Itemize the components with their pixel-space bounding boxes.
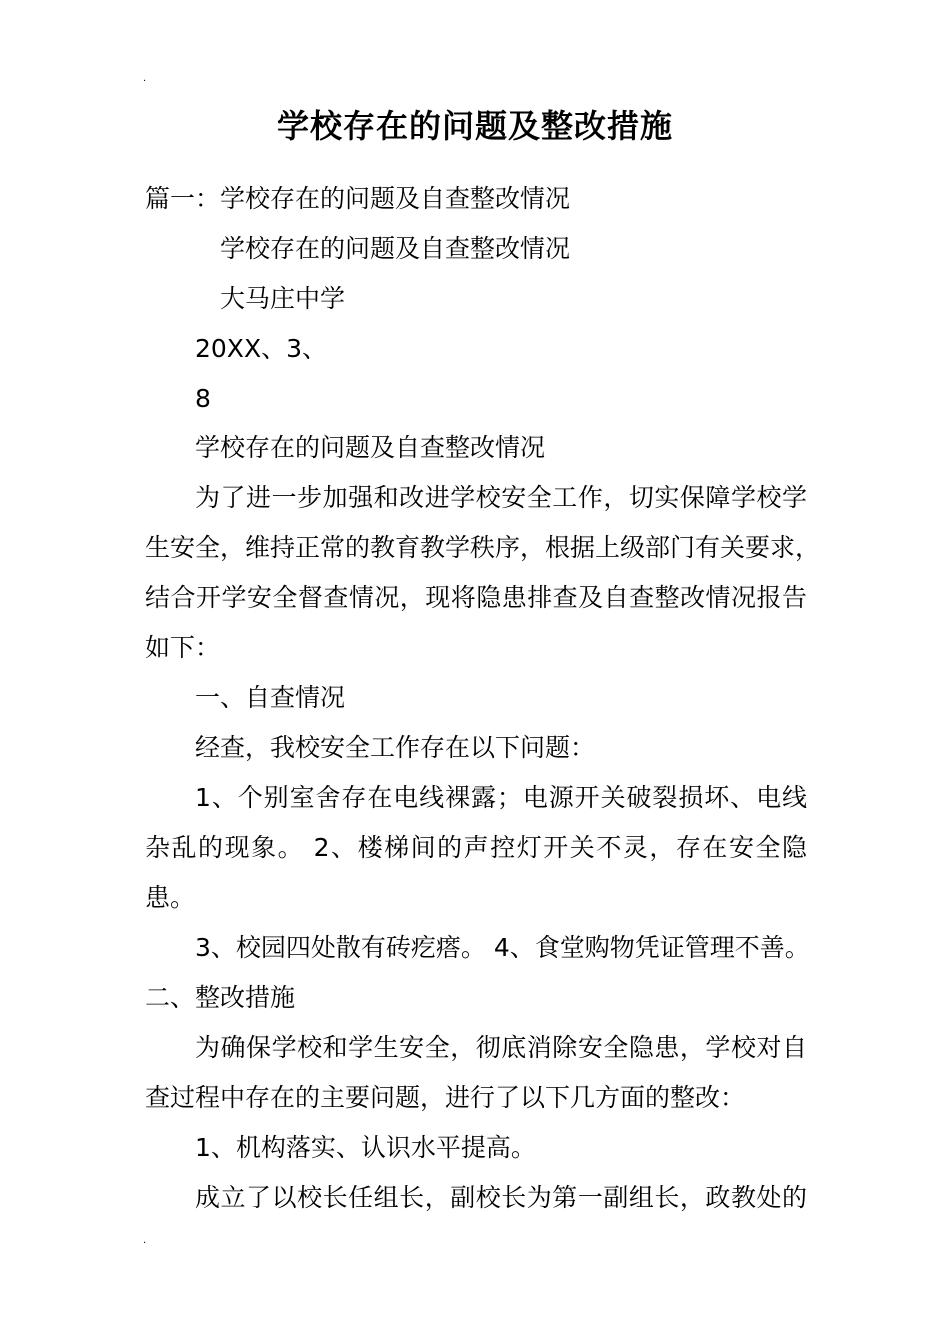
- document-title: 学校存在的问题及整改措施: [276, 107, 673, 145]
- report-title: 学校存在的问题及自查整改情况: [220, 234, 571, 263]
- paragraph-line: 为确保学校和学生安全，彻底消除安全隐患，学校对自: [195, 1033, 807, 1062]
- paragraph-line: 杂乱的现象。 2、楼梯间的声控灯开关不灵，存在安全隐: [145, 833, 807, 862]
- corner-mark-bottom: .: [143, 1235, 147, 1246]
- paragraph-line: 1、机构落实、认识水平提高。: [195, 1133, 536, 1162]
- paragraph-line: 结合开学安全督查情况，现将隐患排查及自查整改情况报告: [145, 583, 807, 612]
- paragraph-line: 如下：: [145, 633, 221, 662]
- corner-mark-top: .: [143, 73, 147, 84]
- paragraph-line: 3、校园四处散有砖疙瘩。 4、食堂购物凭证管理不善。: [195, 933, 810, 962]
- paragraph-line: 生安全，维持正常的教育教学秩序，根据上级部门有关要求，: [145, 533, 821, 562]
- section-heading-rectification: 二、整改措施: [145, 983, 296, 1012]
- report-date-part-2: 8: [195, 384, 211, 413]
- school-name: 大马庄中学: [220, 284, 346, 313]
- paragraph-line: 查过程中存在的主要问题，进行了以下几方面的整改：: [145, 1083, 746, 1112]
- paragraph-line: 成立了以校长任组长，副校长为第一副组长，政教处的: [195, 1183, 807, 1212]
- paragraph-line: 患。: [145, 883, 196, 912]
- report-date-part-1: 20XX、3、: [195, 334, 327, 363]
- paragraph-line: 经查，我校安全工作存在以下问题：: [195, 733, 596, 762]
- section-heading-part-one: 篇一：学校存在的问题及自查整改情况: [145, 184, 571, 213]
- report-subtitle: 学校存在的问题及自查整改情况: [195, 433, 546, 462]
- paragraph-line: 1、个别室舍存在电线裸露；电源开关破裂损坏、电线: [195, 783, 807, 812]
- paragraph-line: 为了进一步加强和改进学校安全工作，切实保障学校学: [195, 483, 807, 512]
- section-heading-self-check: 一、自查情况: [195, 683, 346, 712]
